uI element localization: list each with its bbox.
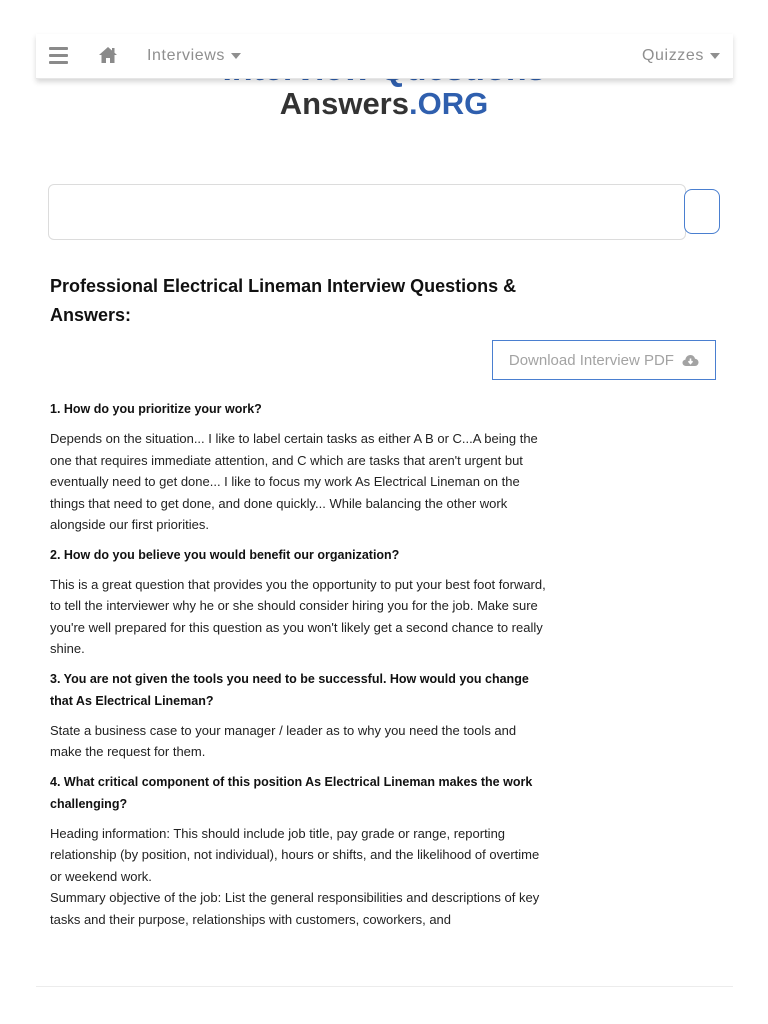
nav-quizzes-label: Quizzes: [642, 47, 704, 64]
question-1: 1. How do you prioritize your work?: [50, 402, 262, 416]
question-3: 3. You are not given the tools you need to be successful. How would you change that As Electrical Lineman?: [50, 671, 529, 708]
top-navbar: [36, 34, 733, 79]
home-icon[interactable]: [98, 45, 118, 65]
search-input[interactable]: [48, 184, 686, 240]
page-title: Professional Electrical Lineman Interview Questions & Answers:: [50, 276, 517, 325]
nav-interviews-label: Interviews: [147, 47, 226, 64]
chevron-down-icon: [710, 53, 720, 59]
nav-interviews-dropdown[interactable]: [147, 47, 241, 65]
nav-quizzes-dropdown[interactable]: [642, 47, 720, 65]
logo-answers-text: Answers: [279, 86, 409, 121]
logo-org-text: .ORG: [409, 86, 489, 121]
cloud-download-icon: [682, 354, 699, 367]
site-logo-line2[interactable]: [0, 86, 768, 122]
answer-4: Heading information: This should include job title, pay grade or range, reporting relationship (by position, not individual), hours or shifts, and the likelihood of overtime or weekend work. Summary objective of the job: List the general responsibilities and descriptions of key tasks and their purpose, relationships with customers, coworkers, and: [50, 825, 540, 927]
search-button[interactable]: [684, 189, 720, 234]
answer-3: State a business case to your manager / leader as to why you need the tools and make the request for them.: [50, 722, 517, 759]
question-2: 2. How do you believe you would benefit our organization?: [50, 547, 400, 562]
chevron-down-icon: [231, 53, 241, 59]
qa-list: [50, 398, 546, 938]
bottom-divider: [36, 986, 733, 987]
question-4: 4. What critical component of this position As Electrical Lineman makes the work challenging?: [50, 774, 533, 811]
answer-1: Depends on the situation... I like to label certain tasks as either A B or C...A being the one that requires immediate attention, and C which are tasks that aren't urgent but eventually need to get done... I like to focus my work As Electrical Lineman on the things that need to get done, and done quickly... While balancing the other work alongside our first priorities.: [50, 431, 538, 532]
download-pdf-label: Download Interview PDF: [508, 352, 674, 369]
download-pdf-button[interactable]: [492, 340, 716, 380]
answer-2: This is a great question that provides you the opportunity to put your best foot forward, to tell the interviewer why he or she should consider hiring you for the job. Make sure you're well prepared for this question as you won't likely get a second chance to really shine.: [50, 576, 546, 656]
hamburger-menu-icon[interactable]: [49, 47, 68, 64]
